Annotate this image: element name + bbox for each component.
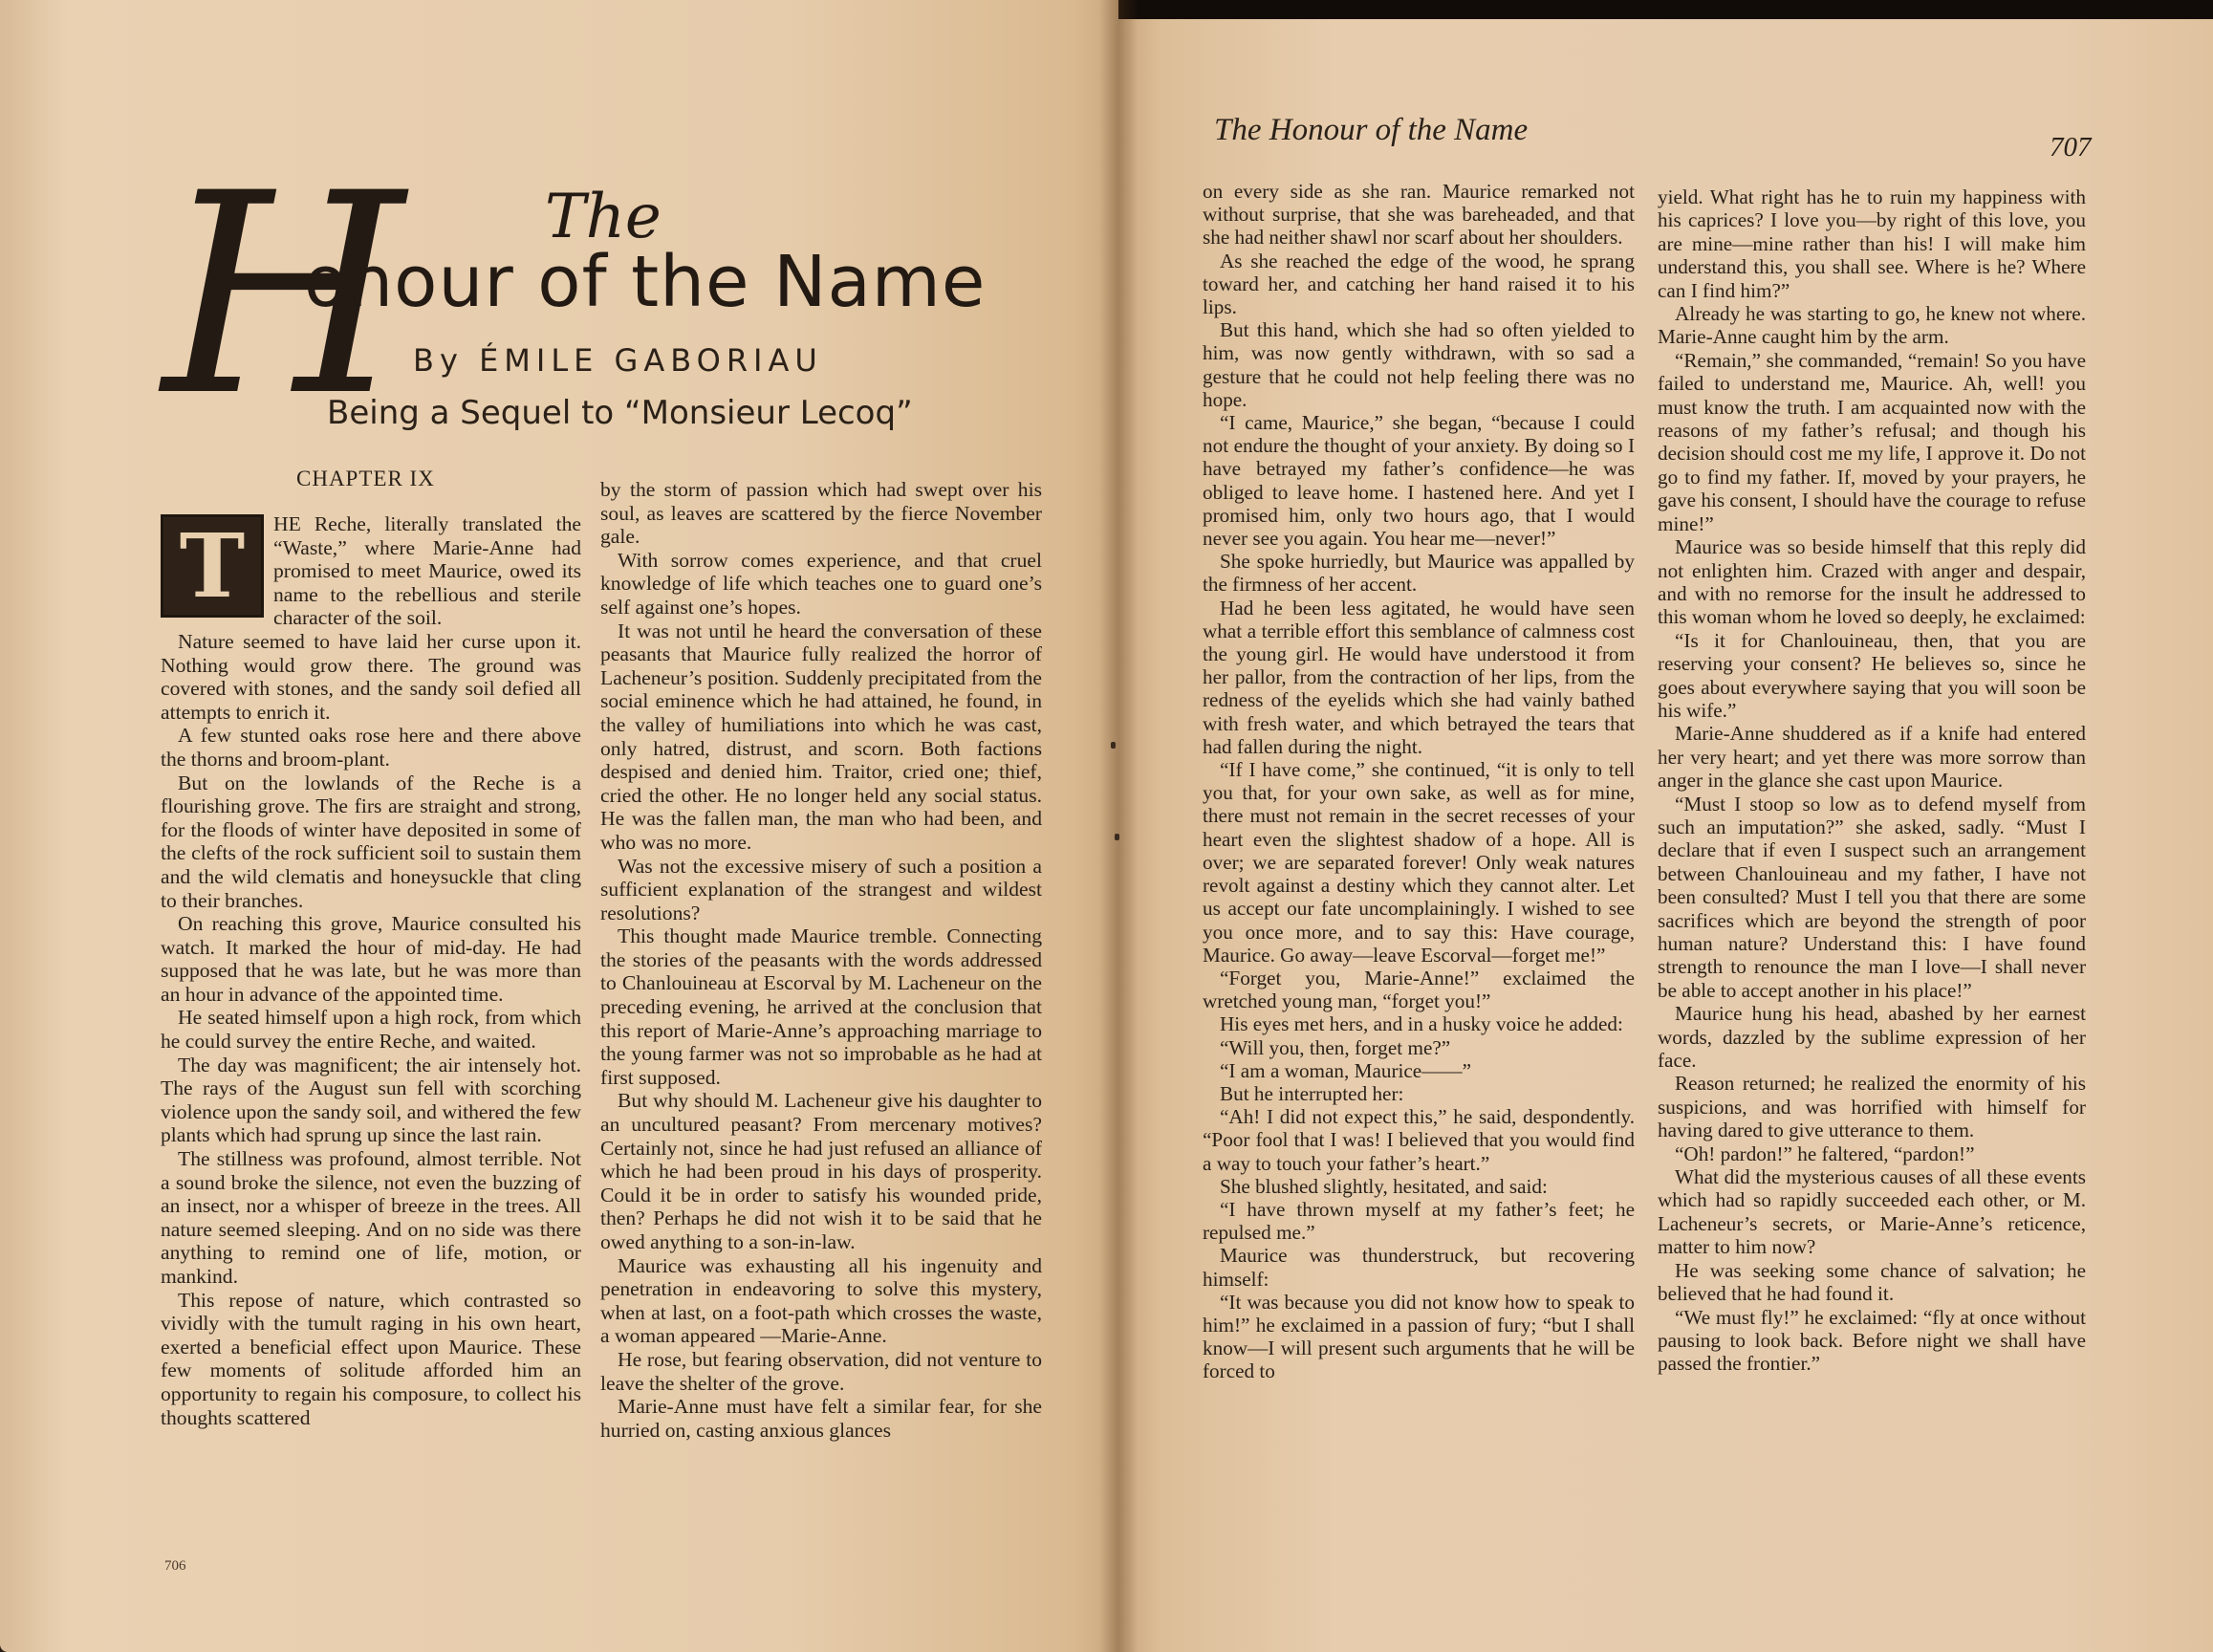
paragraph: Marie-Anne shuddered as if a knife had entered her very heart; and yet there was more sorrow than anger in the glance she cast upon Maurice. (1658, 722, 2086, 793)
paragraph: “I am a woman, Maurice——” (1220, 1058, 1471, 1082)
paragraph: The day was magnificent; the air intensely hot. The rays of the August sun fell with scorching violence upon the sandy soil, and withered the few plants which had sprung up since the last rain. (161, 1053, 581, 1147)
page-number-left: 706 (164, 1558, 186, 1574)
drop-cap (161, 514, 264, 618)
title-initial: H (163, 135, 404, 457)
binding-stitch (1115, 834, 1119, 840)
right-column-2 (1658, 185, 2086, 1376)
page-number-right: 707 (2050, 132, 2092, 163)
left-column-2 (600, 478, 1042, 1442)
paragraph: As she reached the edge of the wood, he sprang toward her, and catching her hand raised it to his lips. (1203, 249, 1635, 319)
paragraph: But this hand, which she had so often yielded to him, was now gently withdrawn, with so sad a gesture that he could not help feeling there was no hope. (1203, 318, 1635, 411)
paragraph: Reason returned; he realized the enormity of his suspicions, and was horrified with himself for having dared to give utterance to them. (1658, 1072, 2086, 1142)
byline: By ÉMILE GABORIAU (413, 342, 823, 379)
paragraph: His eyes met hers, and in a husky voice he added: (1220, 1012, 1623, 1036)
left-column-1 (161, 512, 581, 1429)
paragraph: “Will you, then, forget me?” (1220, 1035, 1451, 1059)
paragraph: Maurice was so beside himself that this reply did not enlighten him. Crazed with anger and despair, and with no remorse for the insult he addressed to this woman whom he loved so deeply, he exclaimed: (1658, 535, 2086, 629)
paragraph: Was not the excessive misery of such a position a sufficient explanation of the strangest and wildest resolutions? (600, 854, 1042, 924)
paragraph: The stillness was profound, almost terrible. Not a sound broke the silence, not even the buzzing of an insect, nor a whisper of breeze in the trees. All nature seemed sleeping. And on no side was there anything to remind one of life, motion, or mankind. (161, 1147, 581, 1288)
paragraph: on every side as she ran. Maurice remarked not without surprise, that she was bareheaded, and that she had neither shawl nor scarf about her shoulders. (1203, 180, 1635, 250)
paragraph: He rose, but fearing observation, did not venture to leave the shelter of the grove. (600, 1347, 1042, 1395)
paragraph: She blushed slightly, hesitated, and said: (1220, 1174, 1548, 1198)
paragraph: “If I have come,” she continued, “it is only to tell you that, for your own sake, as well as for mine, there must not remain in the secret recesses of your heart even the slightest shadow of a hope. All is over; we are separated forever! Only weak natures revolt against a destiny which they cannot alter. Let us accept our fate uncomplainingly. I wished to see you once more, and to say this: Have courage, Maurice. Go away—leave Escorval—forget me!” (1203, 758, 1635, 967)
paragraph: “Oh! pardon!” he faltered, “pardon!” (1675, 1141, 1975, 1165)
subtitle: Being a Sequel to “Monsieur Lecoq” (327, 394, 913, 432)
paragraph: Nature seemed to have laid her curse upon it. Nothing would grow there. The ground was covered with stones, and the sandy soil defied all attempts to enrich it. (161, 629, 581, 724)
running-head: The Honour of the Name (1214, 113, 1529, 147)
paragraph: Marie-Anne must have felt a similar fear, for she hurried on, casting anxious glances (600, 1395, 1042, 1442)
paragraph: She spoke hurriedly, but Maurice was appalled by the firmness of her accent. (1203, 550, 1635, 597)
paragraph: But he interrupted her: (1220, 1081, 1404, 1105)
paragraph: On reaching this grove, Maurice consulted his watch. It marked the hour of mid-day. He had supposed that he was late, but he was more than an hour in advance of the appointed time. (161, 912, 581, 1006)
title-the: The (545, 182, 662, 252)
paragraph: But why should M. Lacheneur give his daughter to an uncultured peasant? From mercenary motives? Certainly not, since he had just refused an alliance of which he had been proud in his days of prosperity. Could it be in order to satisfy his wounded pride, then? Perhaps he did not wish it to be said that he owed anything to a son-in-law. (600, 1089, 1042, 1253)
paragraph: “Forget you, Marie-Anne!” exclaimed the wretched young man, “forget you!” (1203, 966, 1635, 1013)
paragraph: “Ah! I did not expect this,” he said, despondently. “Poor fool that I was! I believed that you would find a way to touch your father’s heart.” (1203, 1105, 1635, 1175)
paragraph: Had he been less agitated, he would have seen what a terrible effort this semblance of calmness cost the young girl. He would have understood it from her pallor, from the contraction of her lips, from the redness of the eyelids which she had vainly bathed with fresh water, and which betrayed the tears that had fallen during the night. (1203, 596, 1635, 758)
paragraph: He was seeking some chance of salvation; he believed that he had found it. (1658, 1258, 2086, 1306)
paragraph: by the storm of passion which had swept over his soul, as leaves are scattered by the fierce November gale. (600, 478, 1042, 549)
paragraph: But on the lowlands of the Reche is a flourishing grove. The firs are straight and strong, for the floods of winter have deposited in some of the clefts of the rock sufficient soil to sustain them and the wild clematis and honeysuckle that cling to their branches. (161, 771, 581, 912)
binding-stitch (1111, 742, 1116, 749)
paragraph: He seated himself upon a high rock, from which he could survey the entire Reche, and waited. (161, 1006, 581, 1054)
paragraph: Maurice was exhausting all his ingenuity and penetration in endeavoring to solve this mystery, when at last, on a foot-path which crosses the waste, a woman appeared —Marie-Anne. (600, 1253, 1042, 1348)
paragraph: With sorrow comes experience, and that cruel knowledge of life which teaches one to guard one’s self against one’s hopes. (600, 548, 1042, 619)
paragraph: Maurice was thunderstruck, but recovering himself: (1203, 1244, 1635, 1291)
paragraph: What did the mysterious causes of all these events which had so rapidly succeeded each other, or M. Lacheneur’s secrets, or Marie-Anne’s reticence, matter to him now? (1658, 1165, 2086, 1259)
paragraph: It was not until he heard the conversation of these peasants that Maurice fully realized the horror of Lacheneur’s position. Suddenly precipitated from the social eminence which he had attained, he found, in the valley of humiliations into which he was cast, only hatred, distrust, and scorn. Both factions despised and denied him. Traitor, cried one; thief, cried the other. He no longer held any social status. He was the fallen man, the man who had been, and who was no more. (600, 619, 1042, 854)
paragraph: A few stunted oaks rose here and there above the thorns and broom-plant. (161, 724, 581, 771)
paragraph: HE Reche, literally translated the “Waste,” where Marie-Anne had promised to meet Maurice, owed its name to the rebellious and sterile character of the soil. (273, 512, 581, 630)
article-title: onour of the Name (304, 241, 987, 323)
paragraph: “Remain,” she commanded, “remain! So you have failed to understand me, Maurice. Ah, well! you must know the truth. I am acquainted now with the reasons of my father’s refusal; and though his decision should cost me my life, I approve it. Do not go to find my father. If, moved by your prayers, he gave his consent, I should have the courage to refuse mine!” (1658, 348, 2086, 535)
chapter-heading: CHAPTER IX (296, 467, 435, 490)
paragraph: “I came, Maurice,” she began, “because I could not endure the thought of your anxiety. By doing so I have betrayed my father’s confidence—he was obliged to leave home. I hastened here. And yet I promised him, only two hours ago, that I would never see you again. You hear me—never!” (1203, 411, 1635, 551)
paragraph: yield. What right has he to ruin my happiness with his caprices? I love you—by right of this love, you are mine—mine rather than his! I will make him understand this, you shall see. Where is he? Where can I find him?” (1658, 185, 2086, 302)
paragraph: “It was because you did not know how to speak to him!” he exclaimed in a passion of fury; “but I shall know—I will present such arguments that he will be forced to (1203, 1290, 1635, 1383)
paragraph: “We must fly!” he exclaimed: “fly at once without pausing to look back. Before night we shall have passed the frontier.” (1658, 1305, 2086, 1376)
paragraph: “Is it for Chanlouineau, then, that you are reserving your consent? He believes so, since he goes about everywhere saying that you will soon be his wife.” (1658, 628, 2086, 722)
paragraph: This thought made Maurice tremble. Connecting the stories of the peasants with the words addressed to Chanlouineau at Escorval by M. Lacheneur on the preceding evening, he arrived at the conclusion that this report of Marie-Anne’s approaching marriage to the young farmer was not so improbable as he had at first supposed. (600, 924, 1042, 1089)
page-edge-shadow (1118, 0, 2213, 21)
paragraph: “I have thrown myself at my father’s feet; he repulsed me.” (1203, 1197, 1635, 1245)
paragraph: “Must I stoop so low as to defend myself from such an imputation?” she asked, sadly. “Must I declare that if even I suspect such an arrangement between Chanlouineau and my father, I have not been consulted? Must I tell you that there are some sacrifices which are beyond the strength of poor human nature? Understand this: I have found strength to renounce the man I love—I shall never be able to accept another in his place!” (1658, 792, 2086, 1002)
right-column-1 (1203, 180, 1635, 1383)
paragraph: Already he was starting to go, he knew not where. Marie-Anne caught him by the arm. (1658, 302, 2086, 349)
paragraph: Maurice hung his head, abashed by her earnest words, dazzled by the sublime expression of her face. (1658, 1002, 2086, 1073)
paragraph: This repose of nature, which contrasted so vividly with the tumult raging in his own heart, exerted a beneficial effect upon Maurice. These few moments of solitude afforded him an opportunity to regain his composure, to collect his thoughts scattered (161, 1288, 581, 1429)
drop-cap-letter: T (179, 514, 246, 618)
